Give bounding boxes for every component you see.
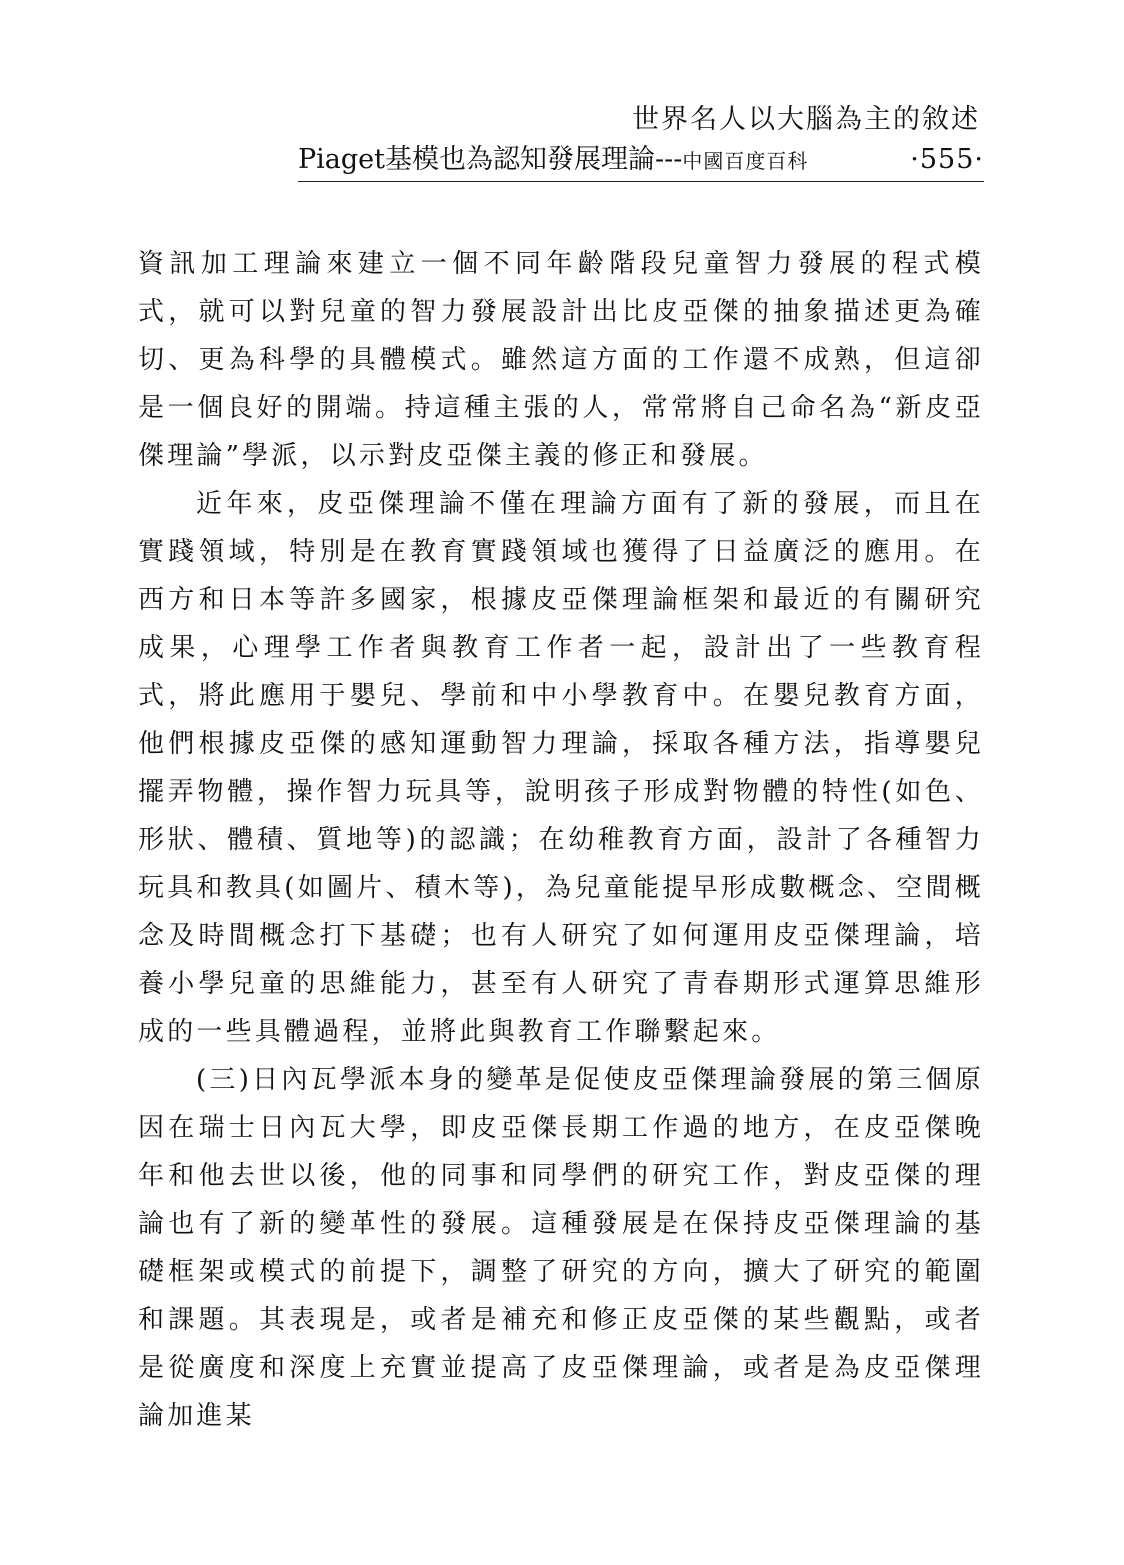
paragraph: 近年來，皮亞傑理論不僅在理論方面有了新的發展，而且在實踐領域，特別是在教育實踐領域也獲得了日益廣泛的應用。在西方和日本等許多國家，根據皮亞傑理論框架和最近的有關研究成果，心理學工作者與教育工作者一起，設計出了一些教育程式，將此應用于嬰兒、學前和中小學教育中。在嬰兒教育方面，他們根據皮亞傑的感知運動智力理論，採取各種方法，指導嬰兒擺弄物體，操作智力玩具等，說明孩子形成對物體的特性(如色、形狀、體積、質地等)的認識；在幼稚教育方面，設計了各種智力玩具和教具(如圖片、積木等)，為兒童能提早形成數概念、空間概念及時間概念打下基礎；也有人研究了如何運用皮亞傑理論，培養小學兒童的思維能力，甚至有人研究了青春期形式運算思維形成的一些具體過程，並將此與教育工作聯繫起來。 (138, 489, 984, 1047)
running-head-title (298, 140, 808, 181)
running-head-title-text: Piaget基模也為認知發展理論--- (298, 144, 683, 175)
running-head-source: 中國百度百科 (682, 149, 809, 173)
running-head-chapter: 世界名人以大腦為主的敘述 (632, 104, 980, 135)
page-header (298, 100, 984, 182)
paragraph: (三)日內瓦學派本身的變革是促使皮亞傑理論發展的第三個原因在瑞士日內瓦大學，即皮亞傑長期工作過的地方，在皮亞傑晚年和他去世以後，他的同事和同學們的研究工作，對皮亞傑的理論也有了新的變革性的發展。這種發展是在保持皮亞傑理論的基礎框架或模式的前提下，調整了研究的方向，擴大了研究的範圍和課題。其表現是，或者是補充和修正皮亞傑的某些觀點，或者是從廣度和深度上充實並提高了皮亞傑理論，或者是為皮亞傑理論加進某 (138, 1065, 984, 1431)
page-number: ·555· (910, 144, 984, 175)
body-text (138, 240, 984, 1440)
running-head-title-row (298, 140, 984, 182)
paragraph-continued: 資訊加工理論來建立一個不同年齡階段兒童智力發展的程式模式，就可以對兒童的智力發展設計出比皮亞傑的抽象描述更為確切、更為科學的具體模式。雖然這方面的工作還不成熟，但這卻是一個良好的開端。持這種主張的人，常常將自己命名為“新皮亞傑理論”學派，以示對皮亞傑主義的修正和發展。 (138, 249, 984, 471)
